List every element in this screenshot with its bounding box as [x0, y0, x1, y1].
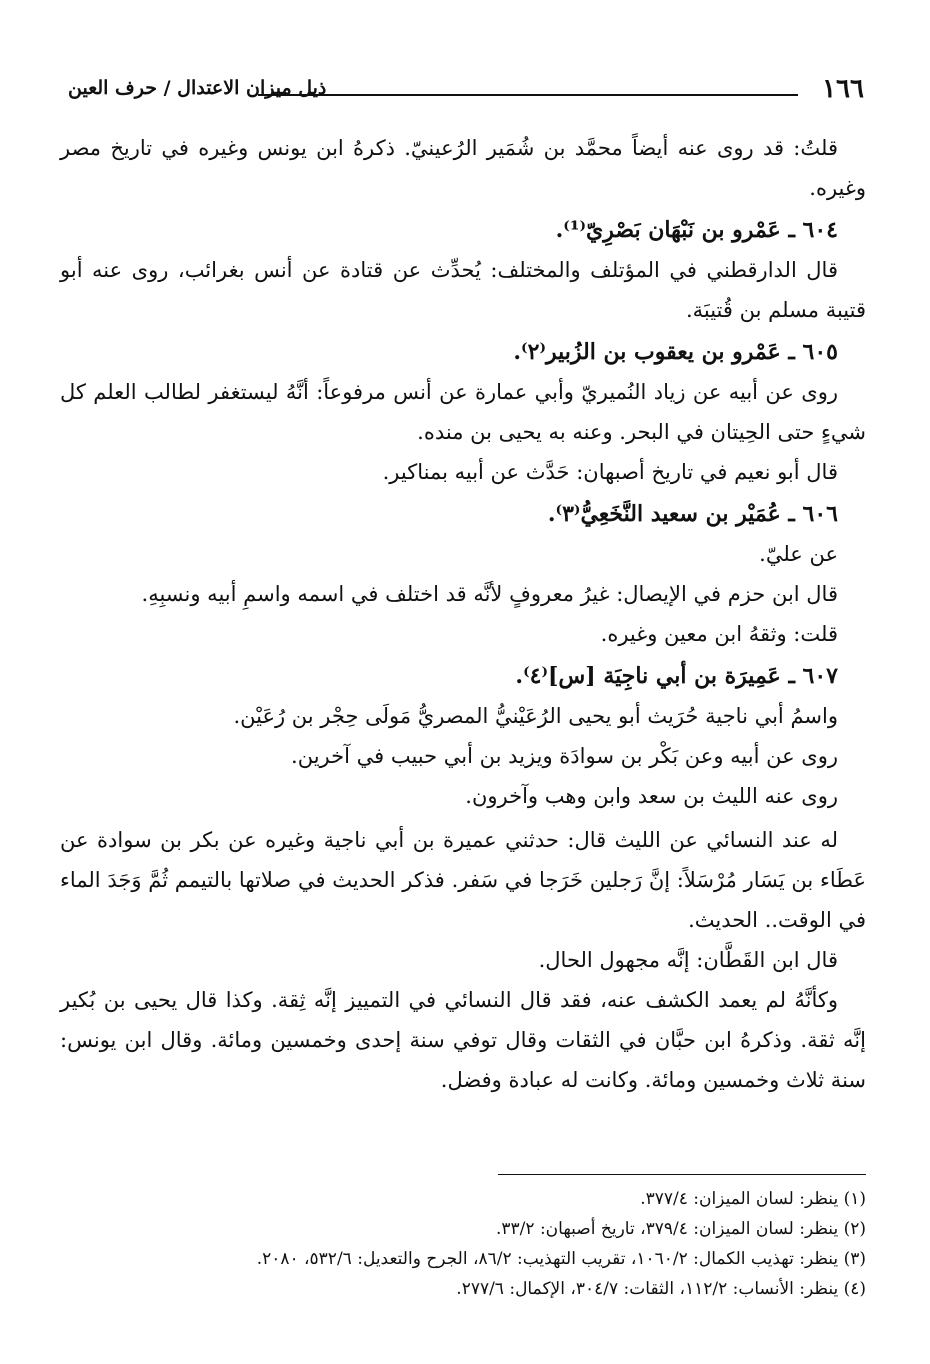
running-title: ذيل ميزان الاعتدال / حرف العين [68, 77, 327, 99]
paragraph: روى عنه الليث بن سعد وابن وهب وآخرون. [465, 784, 838, 808]
footnote-3: (٣) ينظر: تهذيب الكمال: ١٠٦٠/٢، تقريب التهذيب: ٨٦/٢، الجرح والتعديل: ٥٣٢/٦، ٢٠٨٠. [256, 1249, 866, 1269]
entry-heading-606: ٦٠٦ ـ عُمَيْر بن سعيد النَّخَعِيُّ⁽٣⁾. [547, 501, 838, 527]
paragraph: روى عن أبيه عن زياد النُميريّ وأبي عمارة عن أنس مرفوعاً: أنَّهُ ليستغفر لطالب العلم كل شيءٍ حتى الحِيتان في البحر. وعنه به يحيى بن منده. [60, 380, 866, 444]
page-header [68, 72, 870, 106]
paragraph: وكأنَّهُ لم يعمد الكشف عنه، فقد قال النسائي في التمييز إنَّه ثِقة. وكذا قال يحيى بن بُكير إنَّه ثقة. وذكرهُ ابن حبَّان في الثقات وقال توفي سنة إحدى وخمسين ومائة. وقال ابن يونس: سنة ثلاث وخمسين ومائة. وكانت له عبادة وفضل. [60, 988, 866, 1092]
paragraph: روى عن أبيه وعن بَكْر بن سوادَة ويزيد بن أبي حبيب في آخرين. [291, 744, 838, 768]
paragraph: قال الدارقطني في المؤتلف والمختلف: يُحدِّث عن قتادة عن أنس بغرائب، روى عنه أبو قتيبة مسلم بن قُتيبَة. [60, 258, 866, 322]
footnote-1: (١) ينظر: لسان الميزان: ٣٧٧/٤. [640, 1189, 866, 1209]
footnote-separator [498, 1174, 866, 1175]
paragraph: قال ابن حزم في الإيصال: غيرُ معروفٍ لأنَّه قد اختلف في اسمه واسمِ أبيه ونسبِهِ. [141, 582, 838, 606]
entry-heading-607: ٦٠٧ ـ عَمِيرَة بن أبي ناجِيَة [س]⁽٤⁾. [515, 663, 838, 689]
footnote-4: (٤) ينظر: الأنساب: ١١٢/٢، الثقات: ٣٠٤/٧، الإكمال: ٢٧٧/٦. [456, 1279, 866, 1299]
main-text [60, 128, 866, 1100]
page-number: ١٦٦ [822, 74, 864, 104]
paragraph: قلتُ: قد روى عنه أيضاً محمَّد بن شُمَير الرُعينيّ. ذكرهُ ابن يونس وغيره في تاريخ مصر وغيره. [60, 136, 866, 200]
footnotes [60, 1184, 866, 1304]
paragraph: واسمُ أبي ناجية حُرَيث أبو يحيى الرُعَيْنيُّ المصريُّ مَولَى حِجْر بن رُعَيْن. [233, 704, 838, 728]
paragraph: قال ابن القَطَّان: إنَّه مجهول الحال. [538, 948, 838, 972]
entry-heading-605: ٦٠٥ ـ عَمْرو بن يعقوب بن الزُبير⁽٢⁾. [513, 339, 838, 365]
paragraph: قال أبو نعيم في تاريخ أصبهان: حَدَّث عن أبيه بمناكير. [382, 460, 838, 484]
footnote-2: (٢) ينظر: لسان الميزان: ٣٧٩/٤، تاريخ أصبهان: ٣٣/٢. [496, 1219, 866, 1239]
entry-heading-604: ٦٠٤ ـ عَمْرو بن نَبْهَان بَصْرِيّ⁽¹⁾. [555, 217, 838, 243]
paragraph: عن عليّ. [759, 542, 838, 566]
header-rule [258, 94, 798, 96]
paragraph: قلت: وثقهُ ابن معين وغيره. [600, 622, 838, 646]
paragraph: له عند النسائي عن الليث قال: حدثني عميرة بن أبي ناجية وغيره عن بكر بن سوادة عن عَطَاء بن يَسَار مُرْسَلاً: إنَّ رَجلين خَرَجا في سَفر. فذكر الحديث في صلاتها بالتيمم ثُمَّ وَجَدَ الماء في الوقت.. الحديث. [60, 828, 866, 932]
